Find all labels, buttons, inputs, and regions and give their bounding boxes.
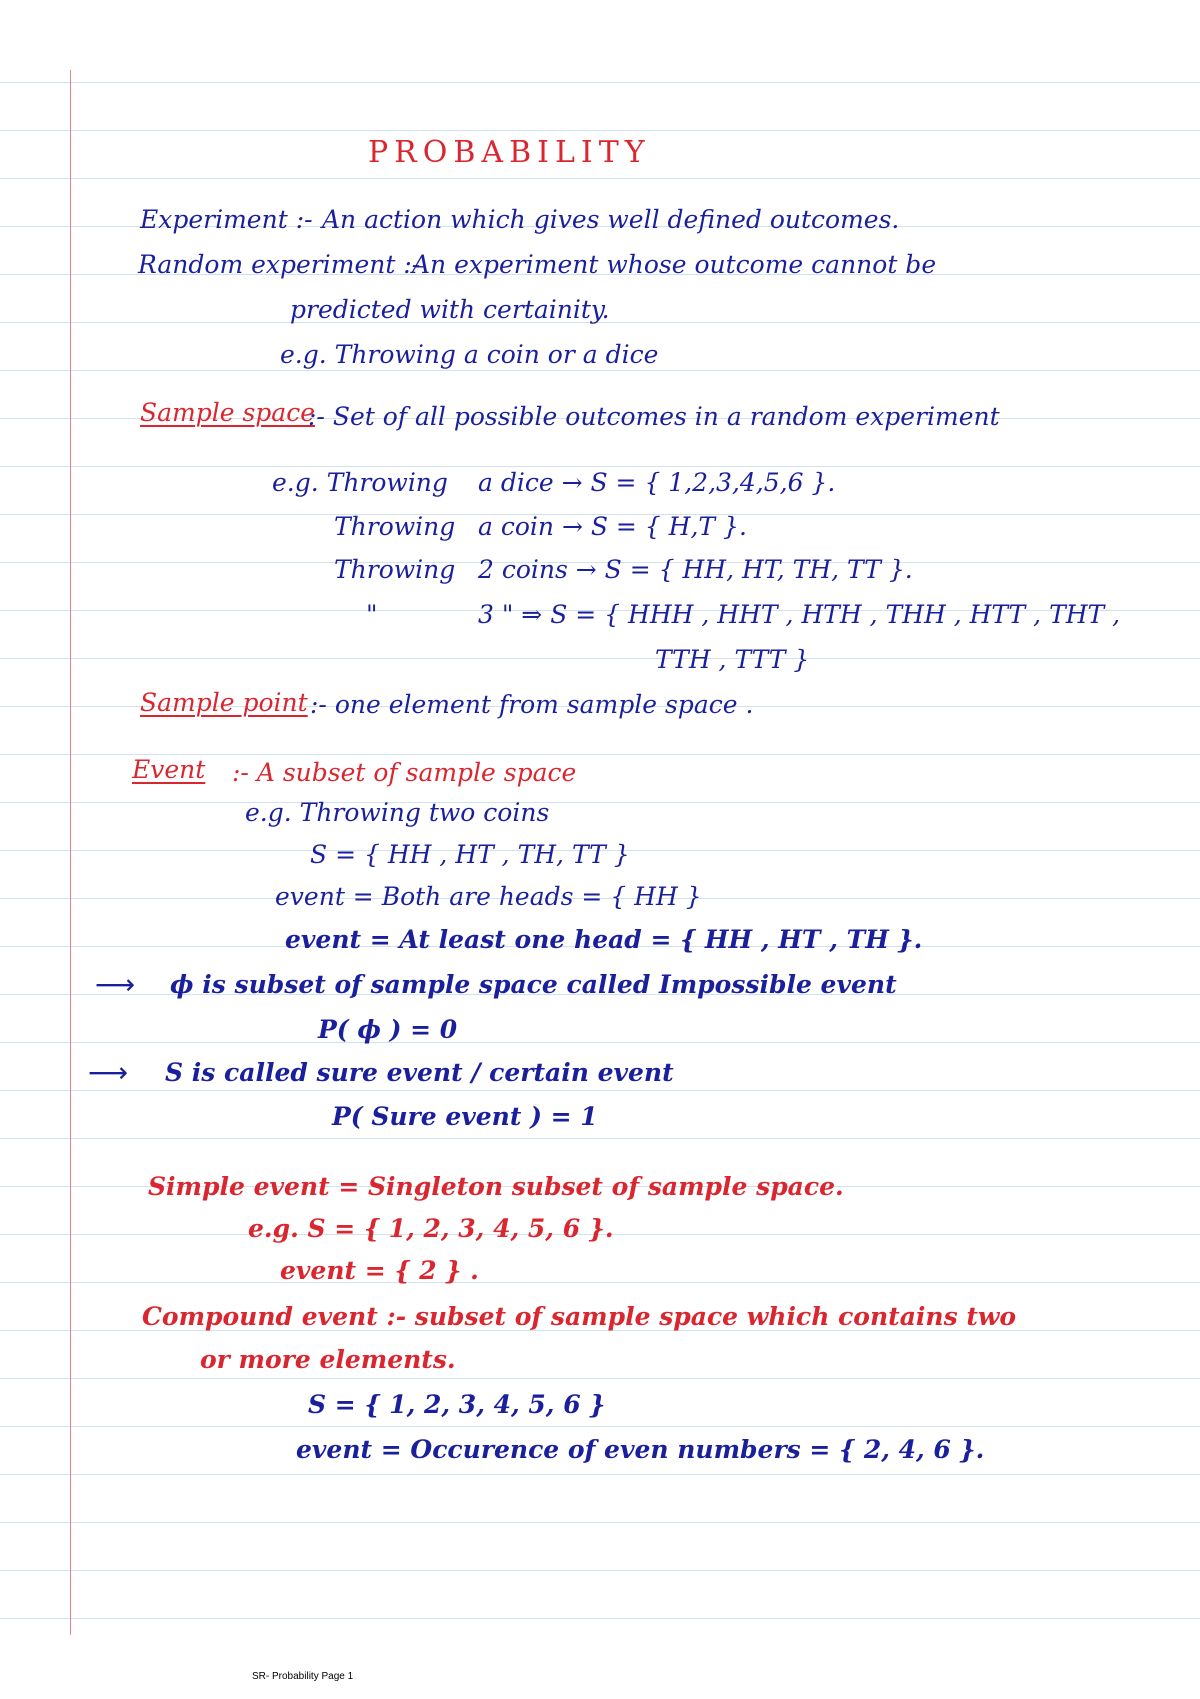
simple-event-example: e.g. S = { 1, 2, 3, 4, 5, 6 }.	[248, 1214, 614, 1243]
event-example-2: event = At least one head = { HH , HT , TH }.	[285, 925, 923, 954]
sample-space-example-4-cont: TTH , TTT }	[655, 645, 810, 674]
page-footer: SR- Probability Page 1	[252, 1671, 354, 1682]
arrow-icon: ⟶	[95, 968, 136, 1001]
sure-event-line: S is called sure event / certain event	[165, 1058, 674, 1087]
sample-space-example-4: 3 " ⇒ S = { HHH , HHT , HTH , THH , HTT , THT ,	[478, 600, 1121, 629]
simple-event-event: event = { 2 } .	[280, 1256, 479, 1285]
sample-space-example-4-label: "	[366, 600, 378, 629]
sample-space-example-1-label: e.g. Throwing	[272, 468, 448, 497]
sample-space-example-3: 2 coins → S = { HH, HT, TH, TT }.	[478, 555, 913, 584]
sample-space-term: Sample space	[140, 398, 316, 427]
event-example: e.g. Throwing two coins	[245, 798, 550, 827]
impossible-event-line: ϕ is subset of sample space called Impossible event	[170, 970, 897, 999]
event-definition: :- A subset of sample space	[232, 758, 577, 787]
sample-space-example-2-label: Throwing	[334, 512, 456, 541]
impossible-event-probability: P( ϕ ) = 0	[318, 1015, 458, 1044]
random-experiment-definition: An experiment whose outcome cannot be	[412, 250, 937, 279]
sample-space-example-1: a dice → S = { 1,2,3,4,5,6 }.	[478, 468, 836, 497]
sample-point-term: Sample point	[140, 688, 308, 717]
margin-line	[70, 70, 71, 1635]
sample-point-definition: :- one element from sample space .	[310, 690, 754, 719]
random-experiment-term: Random experiment :-	[138, 250, 421, 279]
compound-event-sample-space: S = { 1, 2, 3, 4, 5, 6 }	[308, 1390, 606, 1419]
page-title: PROBABILITY	[368, 135, 651, 170]
sample-space-example-3-label: Throwing	[334, 555, 456, 584]
event-example-1: event = Both are heads = { HH }	[275, 882, 702, 911]
sure-event-probability: P( Sure event ) = 1	[332, 1102, 598, 1131]
sample-space-definition: :- Set of all possible outcomes in a random experiment	[308, 402, 1000, 431]
simple-event-line: Simple event = Singleton subset of sample space.	[148, 1172, 844, 1201]
random-experiment-example: e.g. Throwing a coin or a dice	[280, 340, 659, 369]
compound-event-line-cont: or more elements.	[200, 1345, 456, 1374]
compound-event-example: event = Occurence of even numbers = { 2, 4, 6 }.	[296, 1435, 985, 1464]
sample-space-example-2: a coin → S = { H,T }.	[478, 512, 747, 541]
event-term: Event	[132, 755, 206, 784]
experiment-definition: An action which gives well defined outcomes.	[322, 205, 900, 234]
random-experiment-definition-cont: predicted with certainity.	[290, 295, 610, 324]
event-sample-space: S = { HH , HT , TH, TT }	[310, 840, 630, 869]
experiment-term: Experiment :-	[140, 205, 313, 234]
compound-event-line: Compound event :- subset of sample space which contains two	[142, 1302, 1017, 1331]
arrow-icon: ⟶	[88, 1056, 129, 1089]
